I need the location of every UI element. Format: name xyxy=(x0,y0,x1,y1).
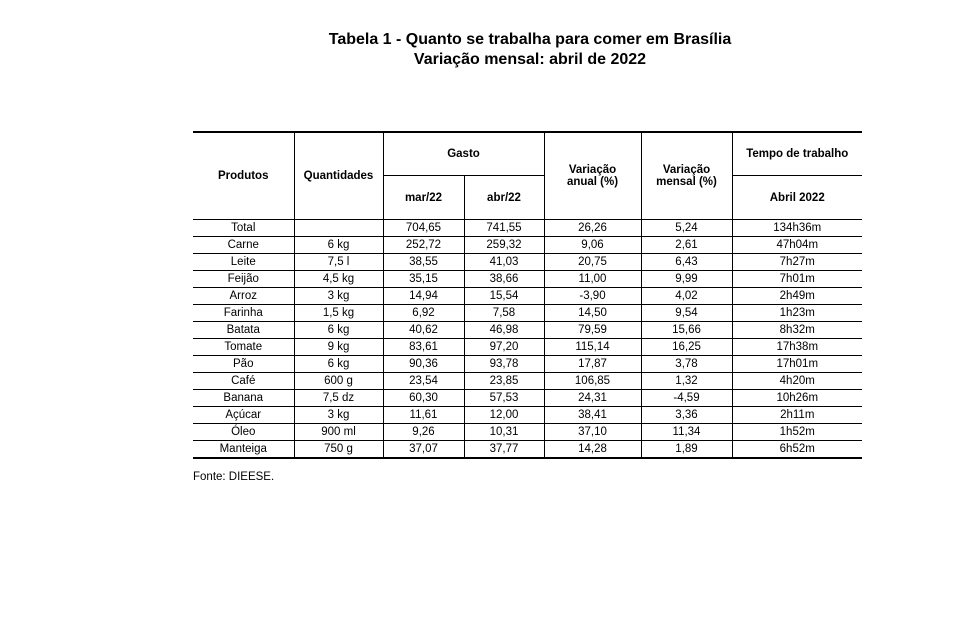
cell-gasto-mar22: 14,94 xyxy=(383,288,464,305)
header-mar22: mar/22 xyxy=(383,176,464,220)
table-title xyxy=(230,30,830,70)
cell-variacao-mensal: 9,54 xyxy=(641,305,732,322)
cell-variacao-anual: 106,85 xyxy=(544,373,641,390)
table-row xyxy=(193,271,862,288)
cell-variacao-mensal: 3,36 xyxy=(641,407,732,424)
cell-tempo-trabalho: 10h26m xyxy=(732,390,862,407)
cell-gasto-abr22: 12,00 xyxy=(464,407,544,424)
cell-gasto-mar22: 6,92 xyxy=(383,305,464,322)
cell-variacao-mensal: 5,24 xyxy=(641,220,732,237)
cell-produto: Feijão xyxy=(193,271,294,288)
cell-tempo-trabalho: 4h20m xyxy=(732,373,862,390)
cell-variacao-anual: 9,06 xyxy=(544,237,641,254)
cell-variacao-mensal: 11,34 xyxy=(641,424,732,441)
table-row xyxy=(193,373,862,390)
table-row xyxy=(193,356,862,373)
cell-gasto-abr22: 741,55 xyxy=(464,220,544,237)
table-row xyxy=(193,407,862,424)
cell-quantidade: 7,5 dz xyxy=(294,390,383,407)
cell-gasto-abr22: 23,85 xyxy=(464,373,544,390)
cell-gasto-mar22: 252,72 xyxy=(383,237,464,254)
cell-tempo-trabalho: 6h52m xyxy=(732,441,862,459)
table-body xyxy=(193,220,862,459)
cell-variacao-anual: 14,50 xyxy=(544,305,641,322)
cell-produto: Pão xyxy=(193,356,294,373)
cell-tempo-trabalho: 7h01m xyxy=(732,271,862,288)
cell-variacao-mensal: 4,02 xyxy=(641,288,732,305)
cell-tempo-trabalho: 134h36m xyxy=(732,220,862,237)
cell-produto: Café xyxy=(193,373,294,390)
cell-gasto-mar22: 9,26 xyxy=(383,424,464,441)
cell-gasto-mar22: 11,61 xyxy=(383,407,464,424)
cell-quantidade: 900 ml xyxy=(294,424,383,441)
cell-produto: Batata xyxy=(193,322,294,339)
cell-gasto-abr22: 38,66 xyxy=(464,271,544,288)
cell-tempo-trabalho: 17h38m xyxy=(732,339,862,356)
cell-quantidade: 4,5 kg xyxy=(294,271,383,288)
cell-variacao-anual: 14,28 xyxy=(544,441,641,459)
cell-gasto-mar22: 83,61 xyxy=(383,339,464,356)
table-header xyxy=(193,132,862,220)
cell-gasto-mar22: 704,65 xyxy=(383,220,464,237)
cell-gasto-abr22: 15,54 xyxy=(464,288,544,305)
cell-variacao-anual: 24,31 xyxy=(544,390,641,407)
cell-variacao-mensal: 6,43 xyxy=(641,254,732,271)
cell-tempo-trabalho: 1h23m xyxy=(732,305,862,322)
cell-quantidade: 1,5 kg xyxy=(294,305,383,322)
header-produtos: Produtos xyxy=(193,132,294,220)
cell-quantidade: 7,5 l xyxy=(294,254,383,271)
cell-variacao-mensal: 9,99 xyxy=(641,271,732,288)
cell-tempo-trabalho: 1h52m xyxy=(732,424,862,441)
cell-gasto-abr22: 97,20 xyxy=(464,339,544,356)
cell-gasto-mar22: 60,30 xyxy=(383,390,464,407)
cell-variacao-anual: 38,41 xyxy=(544,407,641,424)
cell-variacao-anual: 37,10 xyxy=(544,424,641,441)
cell-gasto-mar22: 38,55 xyxy=(383,254,464,271)
cell-variacao-mensal: 16,25 xyxy=(641,339,732,356)
cell-gasto-abr22: 41,03 xyxy=(464,254,544,271)
cell-produto: Banana xyxy=(193,390,294,407)
table-row xyxy=(193,441,862,459)
cell-variacao-mensal: 15,66 xyxy=(641,322,732,339)
header-variacao-anual xyxy=(544,132,641,220)
cell-quantidade xyxy=(294,220,383,237)
cell-produto: Óleo xyxy=(193,424,294,441)
cell-gasto-mar22: 90,36 xyxy=(383,356,464,373)
cell-tempo-trabalho: 2h11m xyxy=(732,407,862,424)
table-row xyxy=(193,237,862,254)
source-note: Fonte: DIEESE. xyxy=(193,471,275,483)
cell-variacao-mensal: -4,59 xyxy=(641,390,732,407)
cell-gasto-abr22: 57,53 xyxy=(464,390,544,407)
table-row xyxy=(193,288,862,305)
cell-produto: Farinha xyxy=(193,305,294,322)
cell-gasto-mar22: 35,15 xyxy=(383,271,464,288)
table-row xyxy=(193,220,862,237)
cell-produto: Total xyxy=(193,220,294,237)
cell-produto: Leite xyxy=(193,254,294,271)
table-row xyxy=(193,390,862,407)
header-gasto: Gasto xyxy=(383,132,544,176)
header-variacao-mensal-line2: mensal (%) xyxy=(656,176,717,188)
cell-quantidade: 600 g xyxy=(294,373,383,390)
table-row xyxy=(193,339,862,356)
cell-quantidade: 3 kg xyxy=(294,288,383,305)
cell-variacao-anual: 79,59 xyxy=(544,322,641,339)
cell-gasto-mar22: 37,07 xyxy=(383,441,464,459)
cell-gasto-abr22: 37,77 xyxy=(464,441,544,459)
cell-variacao-anual: 11,00 xyxy=(544,271,641,288)
title-line-1: Tabela 1 - Quanto se trabalha para comer em Brasília xyxy=(328,31,732,48)
cell-quantidade: 750 g xyxy=(294,441,383,459)
header-abr22: abr/22 xyxy=(464,176,544,220)
header-tempo-trabalho: Tempo de trabalho xyxy=(732,132,862,176)
cell-produto: Tomate xyxy=(193,339,294,356)
cell-tempo-trabalho: 17h01m xyxy=(732,356,862,373)
cell-gasto-mar22: 23,54 xyxy=(383,373,464,390)
cell-variacao-anual: 26,26 xyxy=(544,220,641,237)
cell-quantidade: 3 kg xyxy=(294,407,383,424)
cell-variacao-mensal: 2,61 xyxy=(641,237,732,254)
cell-tempo-trabalho: 7h27m xyxy=(732,254,862,271)
cell-gasto-abr22: 93,78 xyxy=(464,356,544,373)
cell-gasto-abr22: 46,98 xyxy=(464,322,544,339)
cell-variacao-anual: 115,14 xyxy=(544,339,641,356)
header-abril2022: Abril 2022 xyxy=(732,176,862,220)
cell-tempo-trabalho: 2h49m xyxy=(732,288,862,305)
cell-gasto-abr22: 7,58 xyxy=(464,305,544,322)
table-row xyxy=(193,424,862,441)
cell-tempo-trabalho: 47h04m xyxy=(732,237,862,254)
cell-produto: Carne xyxy=(193,237,294,254)
header-variacao-anual-line1: Variação xyxy=(568,164,617,176)
cell-quantidade: 6 kg xyxy=(294,356,383,373)
cell-produto: Açúcar xyxy=(193,407,294,424)
cell-variacao-mensal: 1,89 xyxy=(641,441,732,459)
header-variacao-anual-line2: anual (%) xyxy=(566,176,619,188)
cell-variacao-anual: 20,75 xyxy=(544,254,641,271)
data-table xyxy=(193,131,862,459)
cell-gasto-abr22: 10,31 xyxy=(464,424,544,441)
cell-variacao-mensal: 3,78 xyxy=(641,356,732,373)
header-variacao-mensal-line1: Variação xyxy=(662,164,711,176)
cell-quantidade: 6 kg xyxy=(294,237,383,254)
cell-produto: Manteiga xyxy=(193,441,294,459)
cell-gasto-mar22: 40,62 xyxy=(383,322,464,339)
title-line-2: Variação mensal: abril de 2022 xyxy=(413,51,647,68)
cell-variacao-anual: -3,90 xyxy=(544,288,641,305)
cell-variacao-mensal: 1,32 xyxy=(641,373,732,390)
cell-tempo-trabalho: 8h32m xyxy=(732,322,862,339)
table-row xyxy=(193,254,862,271)
cell-quantidade: 6 kg xyxy=(294,322,383,339)
table-row xyxy=(193,305,862,322)
header-variacao-mensal xyxy=(641,132,732,220)
cell-produto: Arroz xyxy=(193,288,294,305)
table-row xyxy=(193,322,862,339)
cell-quantidade: 9 kg xyxy=(294,339,383,356)
cell-gasto-abr22: 259,32 xyxy=(464,237,544,254)
header-quantidades: Quantidades xyxy=(294,132,383,220)
cell-variacao-anual: 17,87 xyxy=(544,356,641,373)
